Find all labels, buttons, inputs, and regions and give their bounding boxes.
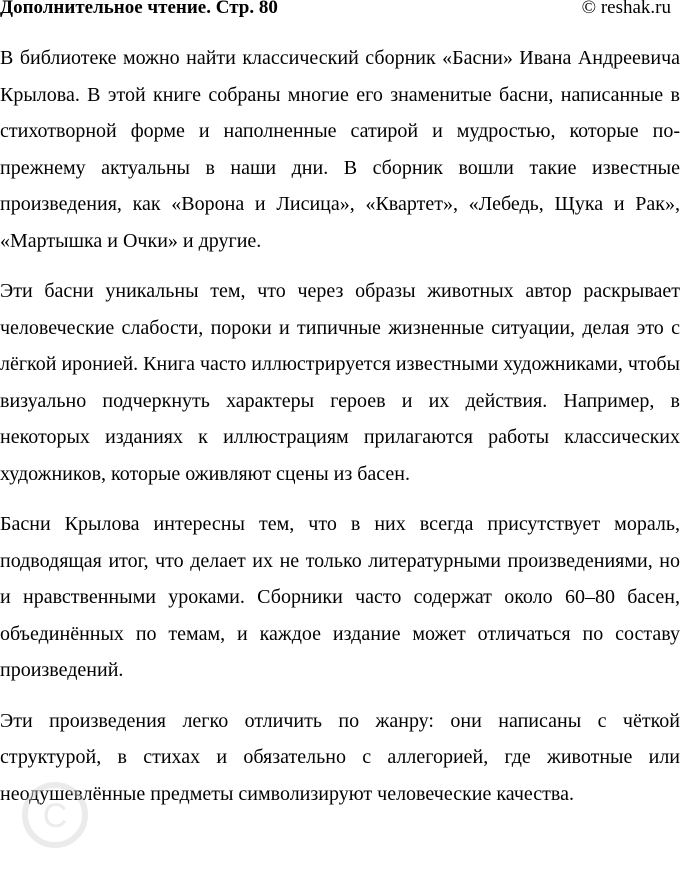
paragraph-2: Эти басни уникальны тем, что через образы животных автор раскрывает человеческие слабости, пороки и типичные жизненные ситуации, делая это с лёгкой иронией. Книга часто иллюстрируется известными художниками, чтобы визуально подчеркнуть характеры героев и их действия. Например, в некоторых изданиях к иллюстрациям прилагаются работы классических художников, которые оживляют сцены из басен. [0, 280, 680, 485]
page-title: Дополнительное чтение. Стр. 80 [0, 0, 278, 18]
paragraph-4: Эти произведения легко отличить по жанру: они написаны с чёткой структурой, в стихах и обязательно с аллегорией, где животные или неодушевлённые предметы символизируют человеческие качества. [0, 709, 680, 805]
paragraph-1: В библиотеке можно найти классический сборник «Басни» Ивана Андреевича Крылова. В этой книге собраны многие его знаменитые басни, написанные в стихотворной форме и наполненные сатирой и мудростью, которые по-прежнему актуальны в наши дни. В сборник вошли такие известные произведения, как «Ворона и Лисица», «Квартет», «Лебедь, Щука и Рак», «Мартышка и Очки» и другие. [0, 47, 680, 252]
paragraph-3: Басни Крылова интересны тем, что в них всегда присутствует мораль, подводящая итог, что делает их не только литературными произведениями, но и нравственными уроками. Сборники часто содержат около 60–80 басен, объединённых по темам, и каждое издание может отличаться по составу произведений. [0, 513, 680, 681]
site-credit: © reshak.ru [581, 0, 671, 18]
text-body [0, 40, 680, 826]
page-header [0, 0, 680, 22]
svg-text:C: C [42, 797, 68, 835]
